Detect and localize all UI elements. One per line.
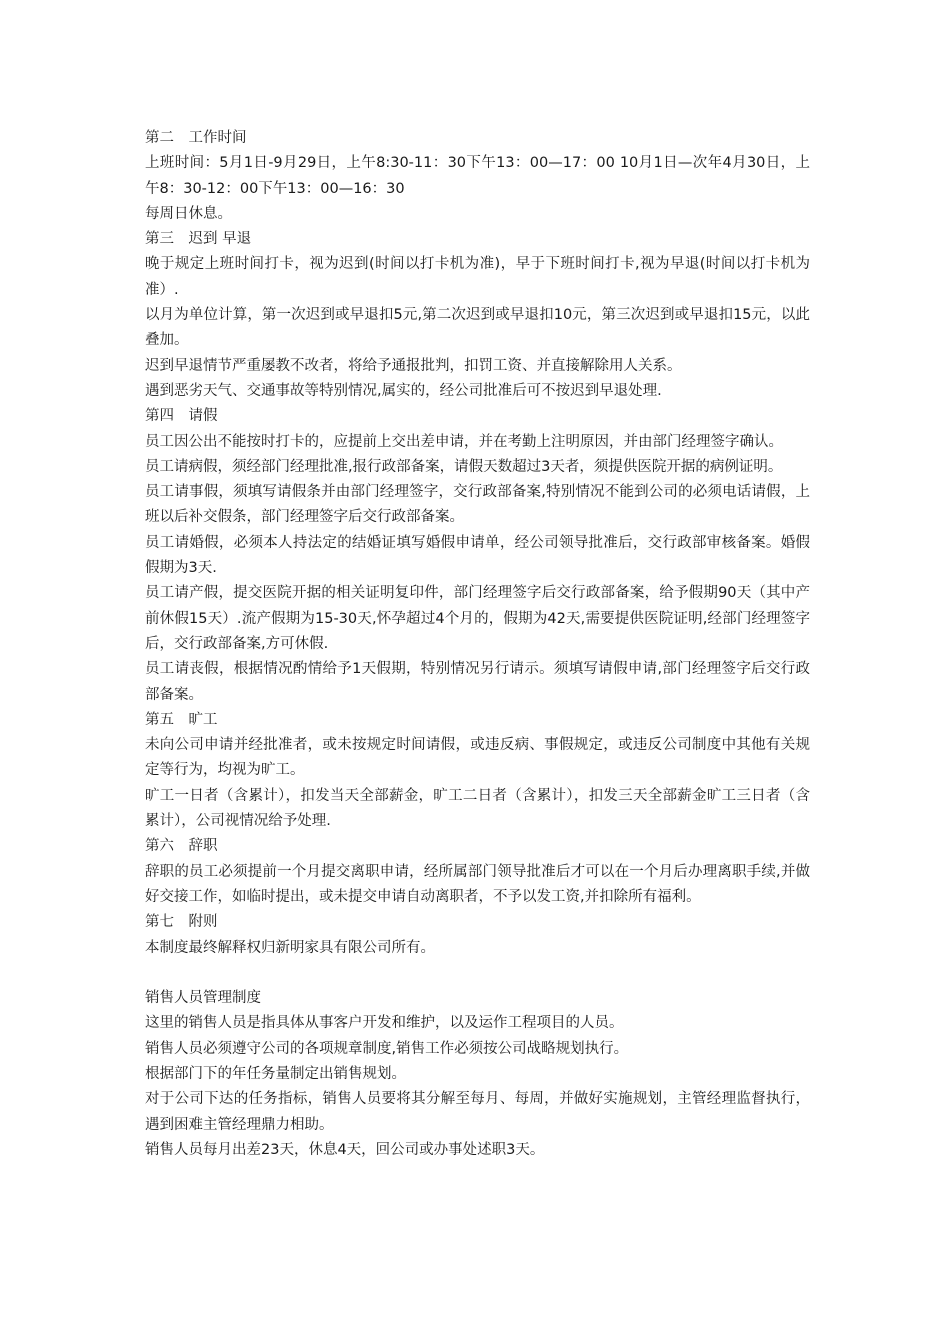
paragraph: 迟到早退情节严重屡教不改者，将给予通报批判，扣罚工资、并直接解除用人关系。	[145, 357, 682, 374]
paragraph: 员工请婚假，必须本人持法定的结婚证填写婚假申请单，经公司领导批准后，交行政部审核备案。婚假假期为3天.	[145, 534, 810, 577]
paragraph: 对于公司下达的任务指标，销售人员要将其分解至每月、每周，并做好实施规划，主管经理监督执行，遇到困难主管经理鼎力相助。	[145, 1091, 810, 1133]
document-body	[145, 126, 810, 1163]
section-heading-resignation: 第六 辞职	[145, 838, 218, 855]
paragraph: 本制度最终解释权归新明家具有限公司所有。	[145, 939, 435, 956]
paragraph: 员工因公出不能按时打卡的，应提前上交出差申请，并在考勤上注明原因，并由部门经理签字确认。	[145, 433, 783, 450]
paragraph: 销售人员必须遵守公司的各项规章制度,销售工作必须按公司战略规划执行。	[145, 1040, 629, 1057]
paragraph: 旷工一日者（含累计），扣发当天全部薪金，旷工二日者（含累计），扣发三天全部薪金旷工三日者（含累计），公司视情况给予处理.	[145, 787, 810, 830]
paragraph: 销售人员每月出差23天，休息4天，回公司或办事处述职3天。	[145, 1141, 545, 1158]
paragraph: 员工请丧假，根据情况酌情给予1天假期，特别情况另行请示。须填写请假申请,部门经理签字后交行政部备案。	[145, 661, 810, 703]
paragraph: 这里的销售人员是指具体从事客户开发和维护，以及运作工程项目的人员。	[145, 1015, 624, 1032]
paragraph: 以月为单位计算，第一次迟到或早退扣5元,第二次迟到或早退扣10元，第三次迟到或早退扣15元，以此叠加。	[145, 307, 810, 349]
paragraph: 每周日休息。	[145, 205, 232, 222]
paragraph: 上班时间：5月1日-9月29日，上午8:30-11：30下午13：00—17：00 10月1日—次年4月30日，上午8：30-12：00下午13：00—16：30	[145, 155, 810, 197]
blank-line	[145, 961, 810, 986]
section-heading-late-early: 第三 迟到 早退	[145, 231, 252, 248]
paragraph: 遇到恶劣天气、交通事故等特别情况,属实的，经公司批准后可不按迟到早退处理.	[145, 382, 662, 399]
paragraph: 员工请产假，提交医院开据的相关证明复印件，部门经理签字后交行政部备案，给予假期90天（其中产前休假15天）.流产假期为15-30天,怀孕超过4个月的，假期为42天,需要提供医院证明,经部门经理签字后，交行政部备案,方可休假.	[145, 585, 810, 652]
section-title-sales-policy: 销售人员管理制度	[145, 990, 261, 1007]
paragraph: 员工请病假，须经部门经理批准,报行政部备案，请假天数超过3天者，须提供医院开据的病例证明。	[145, 458, 783, 475]
section-heading-appendix: 第七 附则	[145, 914, 218, 931]
paragraph: 辞职的员工必须提前一个月提交离职申请，经所属部门领导批准后才可以在一个月后办理离职手续,并做好交接工作，如临时提出，或未提交申请自动离职者，不予以发工资,并扣除所有福利。	[145, 863, 810, 905]
paragraph: 未向公司申请并经批准者，或未按规定时间请假，或违反病、事假规定，或违反公司制度中其他有关规定等行为，均视为旷工。	[145, 737, 810, 779]
section-heading-absence: 第五 旷工	[145, 711, 218, 728]
section-heading-leave: 第四 请假	[145, 408, 218, 425]
section-heading-work-hours: 第二 工作时间	[145, 130, 247, 146]
paragraph: 根据部门下的年任务量制定出销售规划。	[145, 1065, 406, 1082]
paragraph: 员工请事假，须填写请假条并由部门经理签字，交行政部备案,特别情况不能到公司的必须电话请假，上班以后补交假条，部门经理签字后交行政部备案。	[145, 484, 810, 526]
paragraph: 晚于规定上班时间打卡，视为迟到(时间以打卡机为准)，早于下班时间打卡,视为早退(时间以打卡机为准）.	[145, 256, 810, 298]
